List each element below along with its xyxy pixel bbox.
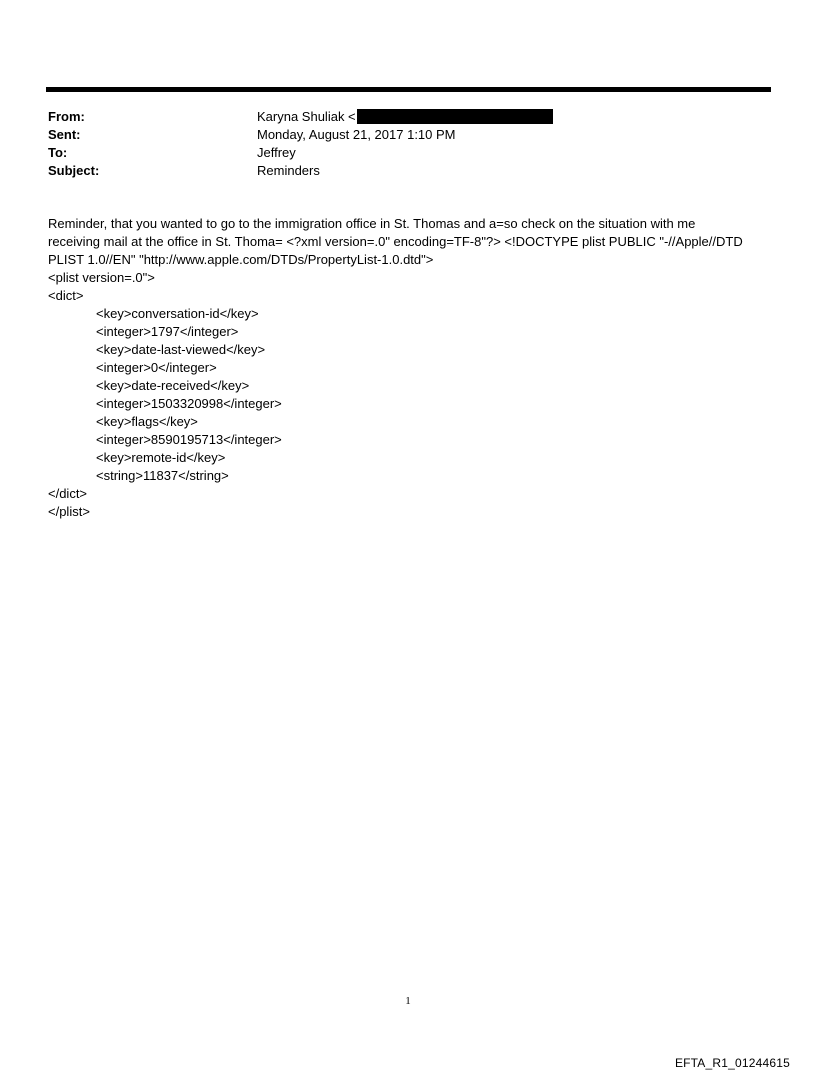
bates-number: EFTA_R1_01244615 (674, 1056, 790, 1070)
subject-label: Subject: (48, 163, 100, 178)
body-line: <integer>0</integer> (96, 360, 217, 375)
body-line: <key>remote-id</key> (96, 450, 226, 465)
sent-label: Sent: (48, 127, 81, 142)
subject-value: Reminders (257, 163, 320, 178)
sent-value: Monday, August 21, 2017 1:10 PM (257, 127, 456, 142)
body-line: <key>date-received</key> (96, 378, 250, 393)
from-name: Karyna Shuliak < (257, 109, 356, 124)
body-line: Reminder, that you wanted to go to the immigration office in St. Thomas and a=so check on the situation with me (48, 216, 696, 231)
sent-row (48, 126, 748, 144)
from-row (48, 108, 748, 126)
body-line: <key>flags</key> (96, 414, 198, 429)
header-rule (46, 87, 771, 92)
body-line: <integer>1503320998</integer> (96, 396, 282, 411)
page-number: 1 (405, 995, 411, 1007)
to-value: Jeffrey (257, 145, 296, 160)
body-line: </dict> (48, 486, 88, 501)
body-line: <string>11837</string> (96, 468, 229, 483)
email-header (48, 108, 748, 180)
to-row (48, 144, 748, 162)
body-line: <plist version=.0"> (48, 270, 155, 285)
body-line: <integer>8590195713</integer> (96, 432, 282, 447)
body-line: <integer>1797</integer> (96, 324, 239, 339)
body-line: PLIST 1.0//EN" "http://www.apple.com/DTDs/PropertyList-1.0.dtd"> (48, 252, 434, 267)
to-label: To: (48, 145, 68, 160)
body-line: <key>conversation-id</key> (96, 306, 259, 321)
body-line: </plist> (48, 504, 90, 519)
body-line: receiving mail at the office in St. Thoma= <?xml version=.0" encoding=TF-8"?> <!DOCTYPE plist PUBLIC "-//Apple//DTD (48, 234, 743, 249)
subject-row (48, 162, 748, 180)
from-label: From: (48, 109, 85, 124)
redaction-block (357, 109, 553, 124)
from-value (257, 108, 553, 126)
body-line: <key>date-last-viewed</key> (96, 342, 266, 357)
email-body (48, 215, 768, 521)
body-line: <dict> (48, 288, 84, 303)
